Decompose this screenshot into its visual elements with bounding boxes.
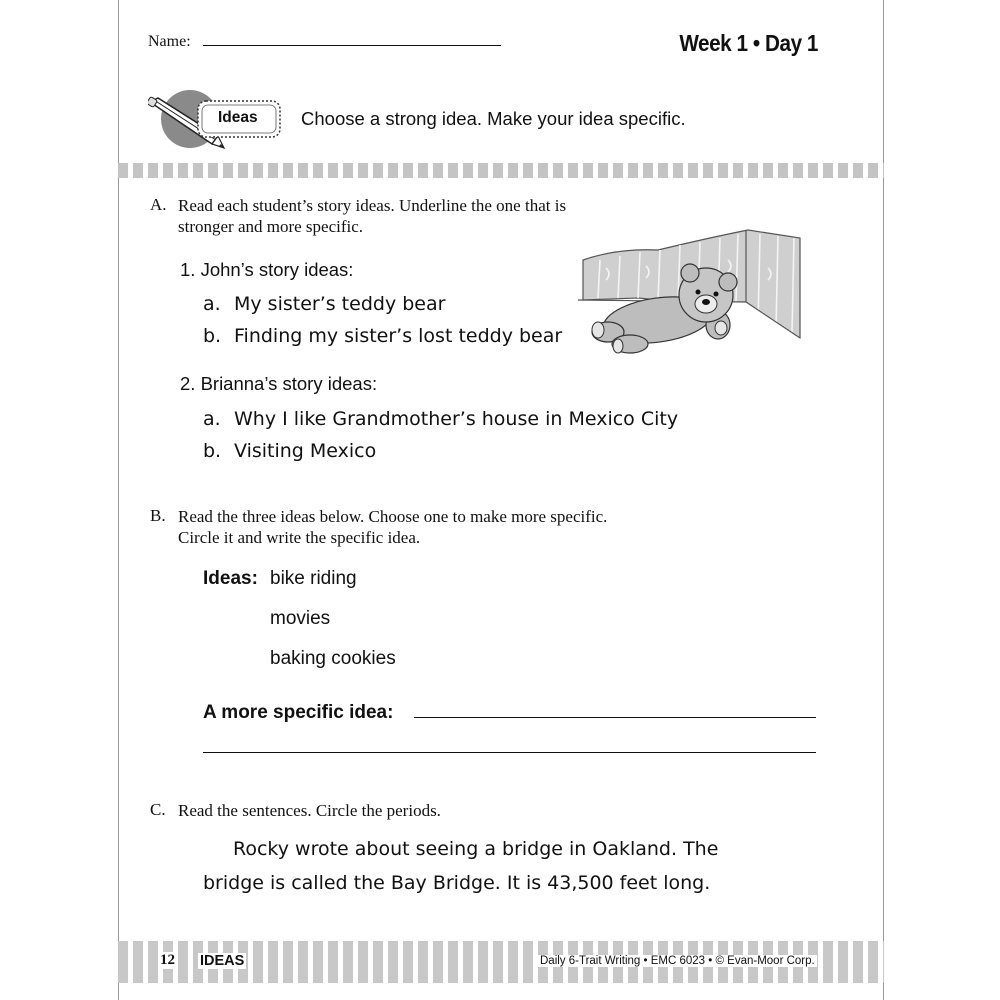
brianna-option-a-letter: a. xyxy=(203,408,221,430)
john-option-a[interactable]: My sister’s teddy bear xyxy=(234,293,446,315)
ideas-badge-label: Ideas xyxy=(218,109,258,126)
week-day-title: Week 1 • Day 1 xyxy=(679,30,818,56)
teddy-bear-illustration xyxy=(578,220,803,358)
brianna-story-ideas-label: 2. Brianna’s story ideas: xyxy=(180,373,378,394)
ideas-trait-badge xyxy=(148,88,284,150)
brianna-option-a[interactable]: Why I like Grandmother’s house in Mexico City xyxy=(234,408,679,430)
brianna-option-b[interactable]: Visiting Mexico xyxy=(234,440,377,462)
section-b-instruction-line2: Circle it and write the specific idea. xyxy=(178,528,421,547)
name-label: Name: xyxy=(148,33,191,50)
footer-trait-label: IDEAS xyxy=(200,953,245,969)
section-c-letter: C. xyxy=(150,800,166,819)
idea-bike-riding[interactable]: bike riding xyxy=(270,568,357,589)
ideas-list-label: Ideas: xyxy=(203,568,258,589)
section-a-instruction-line2: stronger and more specific. xyxy=(178,217,364,236)
john-option-b-letter: b. xyxy=(203,325,222,347)
answer-line-2[interactable] xyxy=(203,752,816,753)
passage-line-1: Rocky wrote about seeing a bridge in Oakland. The xyxy=(233,838,719,860)
section-a-instruction-line1: Read each student’s story ideas. Underline the one that is xyxy=(178,196,567,215)
john-option-a-letter: a. xyxy=(203,293,221,315)
idea-movies[interactable]: movies xyxy=(270,608,331,629)
header-stripe-divider xyxy=(118,163,884,178)
passage-line-2: bridge is called the Bay Bridge. It is 43,500 feet long. xyxy=(203,872,711,894)
john-story-ideas-label: 1. John’s story ideas: xyxy=(180,259,354,280)
more-specific-idea-label: A more specific idea: xyxy=(203,702,394,723)
page-number: 12 xyxy=(160,952,175,968)
idea-baking-cookies[interactable]: baking cookies xyxy=(270,648,396,669)
answer-line-1[interactable] xyxy=(414,717,816,718)
section-b-instruction-line1: Read the three ideas below. Choose one to make more specific. xyxy=(178,507,608,526)
section-c-instruction: Read the sentences. Circle the periods. xyxy=(178,801,441,820)
footer-credit: Daily 6-Trait Writing • EMC 6023 • © Evan-Moor Corp. xyxy=(540,955,815,967)
john-option-b[interactable]: Finding my sister’s lost teddy bear xyxy=(234,325,563,347)
section-a-letter: A. xyxy=(150,195,167,214)
section-b-letter: B. xyxy=(150,506,166,525)
trait-instruction: Choose a strong idea. Make your idea specific. xyxy=(301,108,686,129)
brianna-option-b-letter: b. xyxy=(203,440,222,462)
name-blank-line[interactable] xyxy=(203,45,501,46)
